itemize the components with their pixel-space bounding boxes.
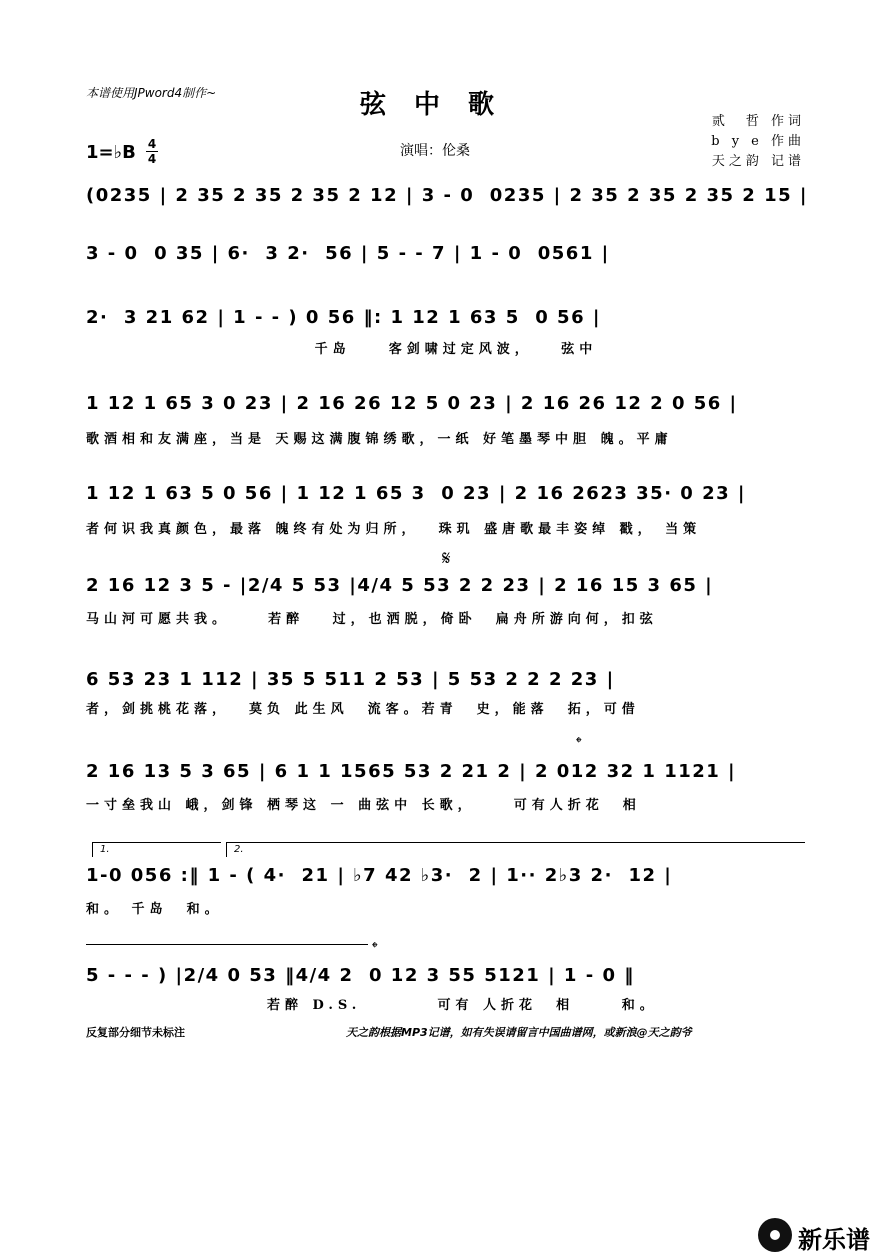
section-line (86, 944, 368, 945)
coda-mark-1: 𝄌 (576, 733, 582, 752)
lyricist-credit: 贰 哲 作词 (711, 114, 805, 129)
segno-mark: 𝄋 (442, 546, 451, 570)
lyrics-system-3: 千岛 客剑啸过定风波， 弦中 (86, 342, 598, 357)
score-system-6: 2 16 12 3 5 - |2/4 5 53 |4/4 5 53 2 2 23 | 2 16 15 3 65 | (86, 575, 714, 596)
volta-second-bracket (226, 842, 805, 857)
time-signature-bottom: 4 (147, 152, 157, 166)
footer-right-note: 天之韵根据MP3记谱，如有失误请留言中国曲谱网，或新浪@天之韵爷 (346, 1026, 692, 1039)
time-signature (146, 138, 158, 165)
score-system-2: 3 - 0 0 35 | 6· 3 2· 56 | 5 - - 7 | 1 - 0 0561 | (86, 243, 610, 264)
score-system-4: 1 12 1 65 3 0 23 | 2 16 26 12 5 0 23 | 2 16 26 12 2 0 56 | (86, 393, 738, 414)
lyrics-system-5: 者何识我真颜色，最落 魄终有处为归所， 珠玑 盛唐歌最丰姿绰 戳， 当策 (86, 522, 702, 537)
composer-credit: b y e 作曲 (711, 134, 805, 149)
lyrics-system-6: 马山河可愿共我。 若醉 过，也洒脱，倚卧 扁舟所游向何，扣弦 (86, 612, 658, 627)
score-system-7: 6 53 23 1 112 | 35 5 511 2 53 | 5 53 2 2 2 23 | (86, 669, 615, 690)
lyrics-system-9: 和。 千岛 和。 (86, 902, 223, 917)
score-system-8: 2 16 13 5 3 65 | 6 1 1 1565 53 2 21 2 | 2 012 32 1 1121 | (86, 761, 737, 782)
coda-mark-2: 𝄌 (372, 938, 378, 957)
footer-left-note: 反复部分细节未标注 (86, 1026, 185, 1039)
lyrics-system-7: 者，剑挑桃花落， 莫负 此生风 流客。若青 史，能落 拓，可借 (86, 702, 640, 717)
volta-first-bracket (92, 842, 221, 857)
volta-second-label: 2. (234, 844, 244, 855)
time-signature-top: 4 (147, 137, 157, 151)
score-system-5: 1 12 1 63 5 0 56 | 1 12 1 65 3 0 23 | 2 16 2623 35· 0 23 | (86, 483, 746, 504)
score-system-10: 5 - - - ) |2/4 0 53 ‖4/4 2 0 12 3 55 5121 | 1 - 0 ‖ (86, 965, 635, 986)
lyrics-system-4: 歌酒相和友满座，当是 天赐这满腹锦绣歌，一纸 好笔墨琴中胆 魄。平庸 (86, 432, 673, 447)
volta-first-label: 1. (100, 844, 110, 855)
score-system-9: 1-0 056 :‖ 1 - ( 4· 21 | ♭7 42 ♭3· 2 | 1·· 2♭3 2· 12 | (86, 865, 673, 886)
score-system-3: 2· 3 21 62 | 1 - - ) 0 56 ‖: 1 12 1 63 5 0 56 | (86, 307, 601, 328)
lyrics-system-10: 若醉 D.S. 可有 人折花 相 和。 (86, 998, 658, 1013)
page-title: 弦中歌 (360, 90, 523, 120)
singer-credit: 演唱：伦桑 (400, 143, 470, 159)
transcriber-credit: 天之韵 记谱 (711, 154, 805, 169)
key-signature: 1=♭B (86, 142, 136, 163)
site-logo-text: 新乐谱 (798, 1226, 870, 1254)
logo-disc-icon (758, 1218, 792, 1252)
software-note: 本谱使用JPword4制作~ (86, 86, 217, 100)
lyrics-system-8: 一寸垒我山 峨，剑锋 栖琴这 一 曲弦中 长歌， 可有人折花 相 (86, 798, 641, 813)
score-system-1: (0235 | 2 35 2 35 2 35 2 12 | 3 - 0 0235 | 2 35 2 35 2 35 2 15 | (86, 185, 808, 206)
